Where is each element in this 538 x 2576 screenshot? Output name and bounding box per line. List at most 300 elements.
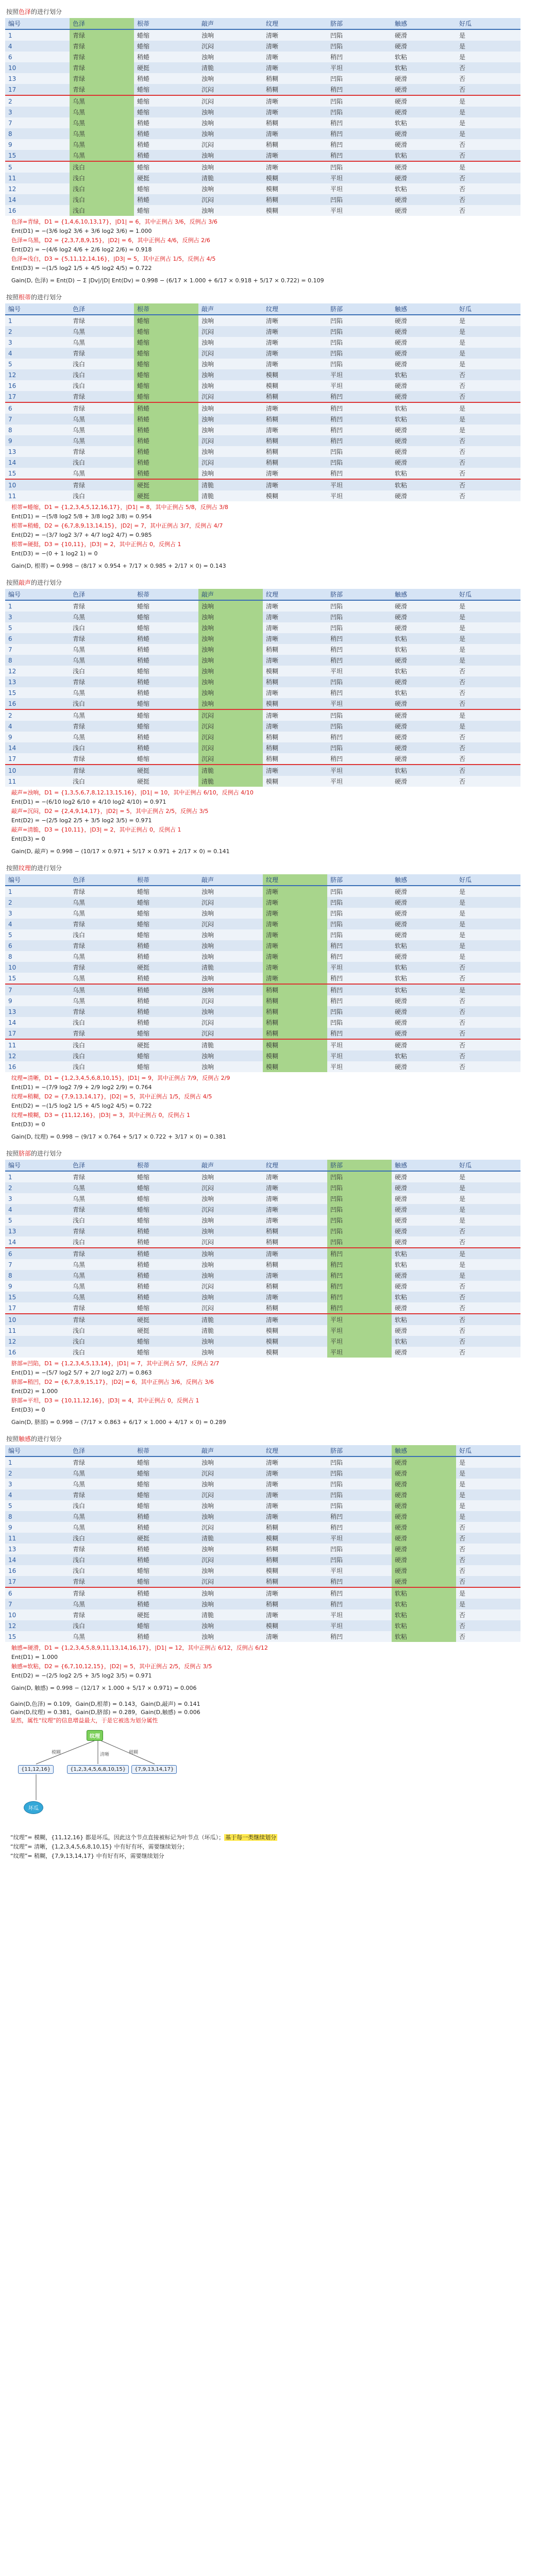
table-cell: 平坦 [327, 380, 392, 391]
note-line: “纹理”= 模糊，{11,12,16} 都是坏瓜，因此这个节点直接被标记为叶节点（坏瓜）； 基于每一类继续划分 [10, 1834, 277, 1841]
table-cell: 13 [5, 676, 70, 687]
calc-line: Ent(D3) = −(0 + 1 log2 1) = 0 [11, 550, 98, 557]
table-cell: 软粘 [392, 1609, 456, 1620]
table-row [5, 1226, 520, 1236]
table-cell: 浅白 [70, 776, 134, 787]
table-cell: 浊响 [198, 1347, 263, 1358]
calc-line: 色泽=青绿，D1 = {1,4,6,10,13,17}，|D1| = 6，其中正例占 3/6，反例占 3/6 [11, 218, 217, 225]
table-cell: 乌黑 [70, 732, 134, 742]
table-cell: 软粘 [392, 479, 456, 490]
table-cell: 乌黑 [70, 1599, 134, 1609]
table-cell: 是 [456, 908, 520, 919]
table-cell: 硬滑 [392, 1456, 456, 1468]
table-cell: 13 [5, 73, 70, 84]
table-cell: 浊响 [198, 414, 263, 425]
table-cell: 3 [5, 612, 70, 622]
table-row [5, 1270, 520, 1281]
table-cell: 否 [456, 962, 520, 973]
table-cell: 硬滑 [392, 655, 456, 666]
table-cell: 硬滑 [392, 1544, 456, 1554]
table-cell: 浊响 [198, 1215, 263, 1226]
table-cell: 硬滑 [392, 1522, 456, 1533]
watermelon-table [5, 874, 520, 1072]
table-cell: 凹陷 [327, 1554, 392, 1565]
column-header: 纹理 [263, 1445, 327, 1456]
table-cell: 16 [5, 1061, 70, 1072]
table-cell: 清晰 [263, 687, 327, 698]
table-cell: 乌黑 [70, 687, 134, 698]
table-row [5, 369, 520, 380]
table-cell: 沉闷 [198, 1028, 263, 1039]
table-cell: 软粘 [392, 468, 456, 479]
table-cell: 蜷缩 [134, 369, 198, 380]
table-cell: 硬滑 [392, 173, 456, 183]
table-row [5, 951, 520, 962]
table-cell: 浅白 [70, 1336, 134, 1347]
table-cell: 凹陷 [327, 73, 392, 84]
table-cell: 10 [5, 1314, 70, 1325]
table-cell: 硬滑 [392, 391, 456, 402]
table-cell: 清晰 [263, 973, 327, 984]
table-cell: 稍糊 [263, 644, 327, 655]
table-cell: 否 [456, 1554, 520, 1565]
table-cell: 稍凹 [327, 52, 392, 62]
table-row [5, 1631, 520, 1642]
table-cell: 沉闷 [198, 732, 263, 742]
table-row [5, 984, 520, 995]
table-cell: 乌黑 [70, 951, 134, 962]
table-row [5, 128, 520, 139]
table-cell: 硬滑 [392, 315, 456, 326]
table-cell: 硬挺 [134, 62, 198, 73]
table-cell: 清晰 [263, 402, 327, 414]
calc-line: Ent(D2) = −(4/6 log2 4/6 + 2/6 log2 2/6) = 0.918 [11, 246, 152, 253]
table-cell: 乌黑 [70, 128, 134, 139]
table-cell: 沉闷 [198, 1236, 263, 1248]
table-cell: 清晰 [263, 1511, 327, 1522]
table-cell: 凹陷 [327, 612, 392, 622]
table-cell: 浊响 [198, 29, 263, 41]
table-cell: 蜷缩 [134, 1565, 198, 1576]
split-section [5, 293, 533, 570]
table-cell: 是 [456, 1489, 520, 1500]
table-cell: 5 [5, 622, 70, 633]
table-row [5, 776, 520, 787]
table-cell: 浊响 [198, 644, 263, 655]
table-cell: 平坦 [327, 666, 392, 676]
table-cell: 青绿 [70, 1171, 134, 1182]
table-cell: 清晰 [263, 940, 327, 951]
table-row [5, 709, 520, 721]
edge-label: 稍糊 [129, 1750, 139, 1755]
calc-line: Ent(D3) = −(1/5 log2 1/5 + 4/5 log2 4/5) = 0.722 [11, 265, 152, 272]
table-cell: 清晰 [263, 1609, 327, 1620]
table-cell: 否 [456, 380, 520, 391]
table-cell: 乌黑 [70, 468, 134, 479]
table-cell: 2 [5, 1468, 70, 1479]
table-cell: 浊响 [198, 205, 263, 216]
table-cell: 稍蜷 [134, 655, 198, 666]
calc-line: 根蒂=稍蜷，D2 = {6,7,8,9,13,14,15}，|D2| = 7，其中正例占 3/7，反例占 4/7 [11, 522, 223, 529]
table-cell: 硬挺 [134, 1609, 198, 1620]
table-row [5, 1479, 520, 1489]
table-cell: 稍蜷 [134, 194, 198, 205]
table-cell: 清脆 [198, 1533, 263, 1544]
table-cell: 乌黑 [70, 1193, 134, 1204]
table-cell: 是 [456, 940, 520, 951]
table-cell: 青绿 [70, 446, 134, 457]
table-cell: 稍蜷 [134, 1522, 198, 1533]
table-row [5, 425, 520, 435]
information-gain: Gain(D, 根蒂) = 0.998 − (8/17 × 0.954 + 7/17 × 0.985 + 2/17 × 0) = 0.143 [11, 563, 226, 569]
table-cell: 稍蜷 [134, 1226, 198, 1236]
table-cell: 稍蜷 [134, 1236, 198, 1248]
column-header: 敲声 [198, 303, 263, 315]
table-cell: 青绿 [70, 919, 134, 929]
calc-line: 脐部=稍凹，D2 = {6,7,8,9,15,17}，|D2| = 6，其中正例占 3/6，反例占 3/6 [11, 1379, 214, 1385]
table-cell: 否 [456, 205, 520, 216]
table-cell: 蜷缩 [134, 908, 198, 919]
table-cell: 清晰 [263, 919, 327, 929]
table-cell: 乌黑 [70, 612, 134, 622]
table-cell: 清晰 [263, 128, 327, 139]
table-cell: 清脆 [198, 962, 263, 973]
table-cell: 硬滑 [392, 1270, 456, 1281]
table-cell: 蜷缩 [134, 919, 198, 929]
table-cell: 浊响 [198, 1544, 263, 1554]
table-cell: 青绿 [70, 765, 134, 776]
table-cell: 凹陷 [327, 1182, 392, 1193]
table-row [5, 348, 520, 359]
table-cell: 12 [5, 1336, 70, 1347]
table-cell: 浅白 [70, 1061, 134, 1072]
table-cell: 青绿 [70, 721, 134, 732]
table-cell: 沉闷 [198, 1554, 263, 1565]
table-cell: 是 [456, 622, 520, 633]
table-cell: 浊响 [198, 1599, 263, 1609]
table-cell: 15 [5, 1292, 70, 1302]
table-cell: 硬滑 [392, 600, 456, 612]
table-cell: 清晰 [263, 1248, 327, 1259]
table-cell: 硬滑 [392, 194, 456, 205]
table-cell: 硬滑 [392, 1468, 456, 1479]
column-header: 触感 [392, 874, 456, 886]
table-cell: 平坦 [327, 1061, 392, 1072]
table-cell: 蜷缩 [134, 1171, 198, 1182]
table-cell: 青绿 [70, 1609, 134, 1620]
table-cell: 否 [456, 183, 520, 194]
table-cell: 青绿 [70, 73, 134, 84]
table-cell: 清晰 [263, 1204, 327, 1215]
table-cell: 乌黑 [70, 95, 134, 107]
table-cell: 否 [456, 1302, 520, 1314]
column-header: 好瓜 [456, 303, 520, 315]
table-row [5, 612, 520, 622]
table-row [5, 391, 520, 402]
table-cell: 硬滑 [392, 1017, 456, 1028]
table-cell: 清晰 [263, 1215, 327, 1226]
table-cell: 清脆 [198, 1314, 263, 1325]
table-cell: 稍蜷 [134, 1259, 198, 1270]
table-cell: 是 [456, 721, 520, 732]
table-cell: 13 [5, 1006, 70, 1017]
table-cell: 硬滑 [392, 95, 456, 107]
table-cell: 否 [456, 1620, 520, 1631]
table-row [5, 457, 520, 468]
table-cell: 稍糊 [263, 753, 327, 765]
table-cell: 硬挺 [134, 1314, 198, 1325]
table-cell: 沉闷 [198, 1204, 263, 1215]
table-cell: 模糊 [263, 205, 327, 216]
table-row [5, 446, 520, 457]
table-cell: 青绿 [70, 41, 134, 52]
table-cell: 稍蜷 [134, 995, 198, 1006]
table-cell: 硬挺 [134, 490, 198, 501]
table-row [5, 380, 520, 391]
table-cell: 稍凹 [327, 995, 392, 1006]
table-cell: 凹陷 [327, 41, 392, 52]
entropy-calculation [11, 788, 533, 844]
table-cell: 乌黑 [70, 150, 134, 161]
column-header: 好瓜 [456, 589, 520, 600]
table-cell: 10 [5, 62, 70, 73]
table-cell: 乌黑 [70, 1292, 134, 1302]
table-cell: 2 [5, 1182, 70, 1193]
table-cell: 稍凹 [327, 150, 392, 161]
table-cell: 清晰 [263, 1500, 327, 1511]
table-cell: 凹陷 [327, 337, 392, 348]
table-cell: 稍蜷 [134, 73, 198, 84]
table-row [5, 633, 520, 644]
table-row [5, 490, 520, 501]
table-cell: 是 [456, 600, 520, 612]
table-cell: 硬滑 [392, 139, 456, 150]
table-cell: 沉闷 [198, 1017, 263, 1028]
table-row [5, 919, 520, 929]
table-cell: 青绿 [70, 84, 134, 95]
table-cell: 清晰 [263, 633, 327, 644]
table-cell: 清晰 [263, 612, 327, 622]
table-cell: 蜷缩 [134, 337, 198, 348]
table-cell: 凹陷 [327, 1544, 392, 1554]
column-header: 纹理 [263, 874, 327, 886]
table-row [5, 1215, 520, 1226]
column-header: 根蒂 [134, 303, 198, 315]
calc-line: 脐部=平坦，D3 = {10,11,12,16}，|D3| = 4，其中正例占 0，反例占 1 [11, 1397, 199, 1404]
table-cell: 是 [456, 1270, 520, 1281]
column-header: 好瓜 [456, 1445, 520, 1456]
column-header: 敲声 [198, 1445, 263, 1456]
table-cell: 蜷缩 [134, 1302, 198, 1314]
table-cell: 青绿 [70, 886, 134, 897]
table-cell: 稍蜷 [134, 732, 198, 742]
column-header: 编号 [5, 18, 70, 29]
table-cell: 6 [5, 1587, 70, 1599]
table-cell: 蜷缩 [134, 1620, 198, 1631]
table-cell: 沉闷 [198, 139, 263, 150]
table-cell: 沉闷 [198, 41, 263, 52]
column-header: 脐部 [327, 589, 392, 600]
table-cell: 乌黑 [70, 709, 134, 721]
table-cell: 蜷缩 [134, 348, 198, 359]
table-cell: 11 [5, 1039, 70, 1050]
table-row [5, 435, 520, 446]
table-cell: 浊响 [198, 622, 263, 633]
entropy-calculation [11, 503, 533, 558]
table-cell: 软粘 [392, 687, 456, 698]
table-cell: 凹陷 [327, 1215, 392, 1226]
table-cell: 稍蜷 [134, 973, 198, 984]
table-cell: 凹陷 [327, 908, 392, 919]
table-row [5, 1533, 520, 1544]
table-cell: 乌黑 [70, 1522, 134, 1533]
table-cell: 12 [5, 183, 70, 194]
table-cell: 稍糊 [263, 84, 327, 95]
column-header: 色泽 [70, 874, 134, 886]
table-cell: 9 [5, 435, 70, 446]
table-cell: 浊响 [198, 1171, 263, 1182]
table-row [5, 1314, 520, 1325]
table-row [5, 479, 520, 490]
calc-line: Ent(D3) = 0 [11, 836, 45, 842]
table-row [5, 315, 520, 326]
table-cell: 否 [456, 468, 520, 479]
table-row [5, 1554, 520, 1565]
table-cell: 青绿 [70, 1576, 134, 1587]
column-header: 根蒂 [134, 874, 198, 886]
table-cell: 是 [456, 1479, 520, 1489]
table-cell: 蜷缩 [134, 886, 198, 897]
table-row [5, 600, 520, 612]
table-cell: 稍凹 [327, 1599, 392, 1609]
table-cell: 15 [5, 468, 70, 479]
table-cell: 11 [5, 1533, 70, 1544]
table-cell: 平坦 [327, 1609, 392, 1620]
table-cell: 硬滑 [392, 1500, 456, 1511]
table-cell: 稍凹 [327, 1522, 392, 1533]
table-cell: 15 [5, 687, 70, 698]
table-row [5, 29, 520, 41]
section-title: 按照脐部的进行划分 [6, 1150, 62, 1157]
table-cell: 是 [456, 95, 520, 107]
table-cell: 8 [5, 128, 70, 139]
table-cell: 浊响 [198, 908, 263, 919]
table-cell: 软粘 [392, 402, 456, 414]
table-cell: 凹陷 [327, 1489, 392, 1500]
calc-line: Ent(D2) = 1.000 [11, 1388, 58, 1395]
table-cell: 乌黑 [70, 139, 134, 150]
table-cell: 凹陷 [327, 1204, 392, 1215]
column-header: 根蒂 [134, 18, 198, 29]
table-cell: 硬滑 [392, 84, 456, 95]
table-cell: 青绿 [70, 391, 134, 402]
table-cell: 硬滑 [392, 951, 456, 962]
column-header: 编号 [5, 1160, 70, 1171]
table-cell: 稍凹 [327, 391, 392, 402]
table-cell: 是 [456, 337, 520, 348]
table-cell: 蜷缩 [134, 315, 198, 326]
table-cell: 软粘 [392, 369, 456, 380]
column-header: 编号 [5, 874, 70, 886]
table-cell: 蜷缩 [134, 1468, 198, 1479]
table-cell: 乌黑 [70, 337, 134, 348]
table-cell: 浅白 [70, 698, 134, 709]
table-cell: 青绿 [70, 1226, 134, 1236]
column-header: 触感 [392, 303, 456, 315]
table-row [5, 1544, 520, 1554]
table-cell: 否 [456, 457, 520, 468]
table-cell: 浊响 [198, 337, 263, 348]
calc-line: Ent(D2) = −(2/5 log2 2/5 + 3/5 log2 3/5) = 0.971 [11, 1672, 152, 1679]
table-cell: 沉闷 [198, 1281, 263, 1292]
table-cell: 硬滑 [392, 1511, 456, 1522]
table-cell: 硬滑 [392, 73, 456, 84]
table-cell: 浊响 [198, 951, 263, 962]
table-cell: 否 [456, 369, 520, 380]
split-section [5, 1149, 533, 1426]
table-row [5, 1565, 520, 1576]
column-header: 好瓜 [456, 874, 520, 886]
table-cell: 浊响 [198, 150, 263, 161]
table-cell: 乌黑 [70, 1511, 134, 1522]
column-header: 编号 [5, 303, 70, 315]
table-cell: 模糊 [263, 1336, 327, 1347]
table-cell: 沉闷 [198, 919, 263, 929]
table-cell: 10 [5, 1609, 70, 1620]
table-cell: 沉闷 [198, 995, 263, 1006]
table-cell: 凹陷 [327, 348, 392, 359]
table-cell: 沉闷 [198, 742, 263, 753]
table-cell: 软粘 [392, 1292, 456, 1302]
table-cell: 是 [456, 117, 520, 128]
table-cell: 1 [5, 1456, 70, 1468]
table-cell: 稍蜷 [134, 402, 198, 414]
table-cell: 浊响 [198, 425, 263, 435]
section-title: 按照色泽的进行划分 [6, 8, 62, 15]
table-cell: 硬滑 [392, 897, 456, 908]
table-cell: 是 [456, 1171, 520, 1182]
table-cell: 硬挺 [134, 765, 198, 776]
table-cell: 蜷缩 [134, 41, 198, 52]
table-cell: 硬滑 [392, 1281, 456, 1292]
table-cell: 稍凹 [327, 732, 392, 742]
split-section [5, 863, 533, 1141]
table-cell: 平坦 [327, 698, 392, 709]
table-cell: 硬滑 [392, 1533, 456, 1544]
table-cell: 清晰 [263, 161, 327, 173]
table-cell: 是 [456, 612, 520, 622]
table-cell: 硬滑 [392, 326, 456, 337]
table-cell: 硬滑 [392, 753, 456, 765]
table-cell: 是 [456, 359, 520, 369]
table-cell: 凹陷 [327, 600, 392, 612]
table-row [5, 1171, 520, 1182]
table-cell: 浅白 [70, 380, 134, 391]
table-cell: 3 [5, 337, 70, 348]
table-row [5, 742, 520, 753]
table-cell: 浅白 [70, 194, 134, 205]
table-cell: 浊响 [198, 1620, 263, 1631]
table-cell: 稍凹 [327, 940, 392, 951]
calc-line: Ent(D3) = 0 [11, 1406, 45, 1413]
entropy-calculation [11, 1643, 533, 1681]
table-row [5, 1028, 520, 1039]
section-title: 按照触感的进行划分 [6, 1435, 62, 1443]
table-cell: 青绿 [70, 29, 134, 41]
table-cell: 稍凹 [327, 1028, 392, 1039]
table-cell: 是 [456, 1500, 520, 1511]
calc-line: Ent(D2) = −(3/7 log2 3/7 + 4/7 log2 4/7) = 0.985 [11, 532, 152, 538]
